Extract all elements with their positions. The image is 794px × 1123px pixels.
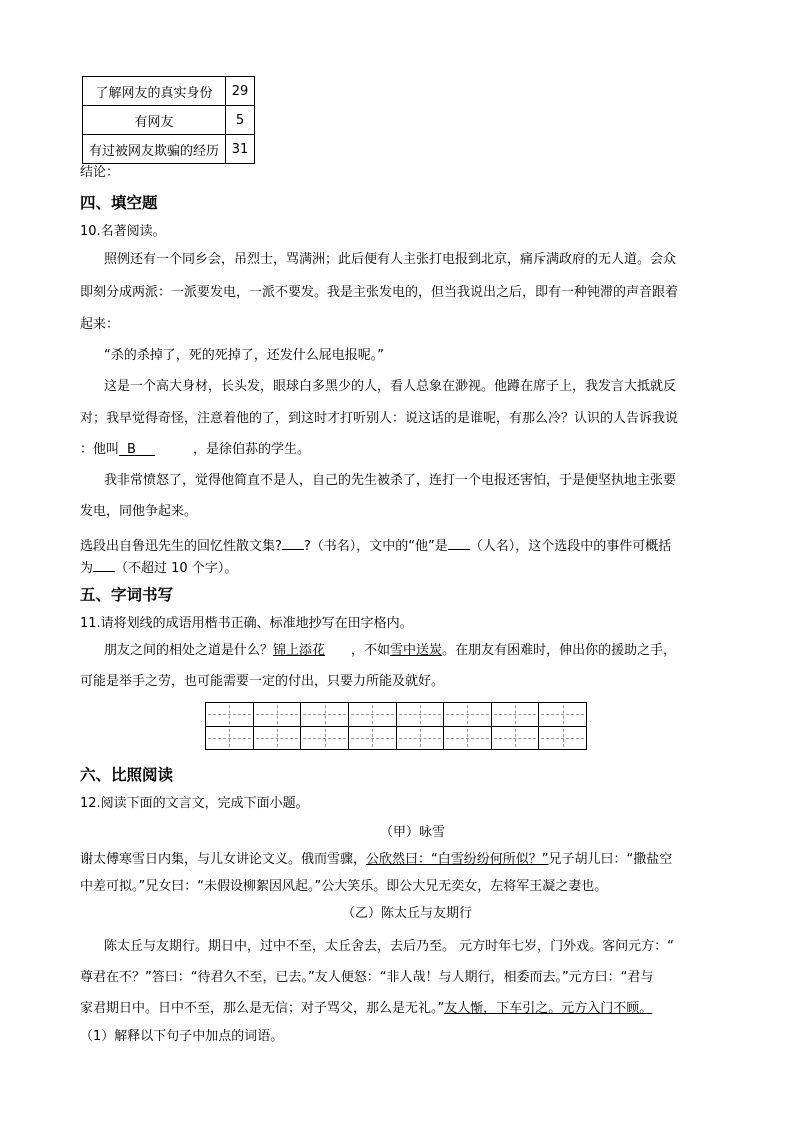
table-row — [83, 106, 255, 135]
table-row — [83, 77, 255, 106]
table-cell-label: 了解网友的真实身份 — [83, 77, 226, 106]
survey-table — [82, 76, 255, 164]
passage-line — [80, 1002, 652, 1015]
question-12: 12.阅读下面的文言文，完成下面小题。 — [80, 796, 309, 811]
section-heading-4: 四、填空题 — [80, 194, 158, 212]
grid-cell[interactable] — [206, 703, 254, 749]
question-prompt — [80, 536, 671, 553]
conclusion-label: 结论： — [80, 165, 120, 180]
passage-line: 陈太丘与友期行。期日中，过中不至，太丘舍去，去后乃至。 元方时年七岁，门外戏。客问元方：“ — [104, 939, 674, 954]
passage-text: ，是徐伯荪的学生。 — [193, 442, 311, 457]
passage-text: 兄子胡儿曰：“撒盐空 — [548, 852, 673, 867]
passage-line: 可能是举手之劳，也可能需要一定的付出，只要力所能及就好。 — [80, 674, 445, 689]
section-heading-5: 五、字词书写 — [80, 586, 174, 604]
prompt-text: 为 — [80, 561, 94, 576]
table-cell-value: 5 — [226, 106, 255, 135]
section-heading-6: 六、比照阅读 — [80, 766, 174, 784]
text-title-b: （乙）陈太丘与友期行 — [342, 906, 473, 921]
table-cell-value: 31 — [226, 135, 255, 164]
prompt-text: ?（书名），文中的“他”是 — [303, 539, 448, 554]
underlined-idiom: 锦上添花 — [273, 643, 326, 658]
passage-line: 照例还有一个同乡会，吊烈士，骂满洲；此后便有人主张打电报到北京，痛斥满政府的无人道。会众 — [104, 252, 677, 267]
grid-cell[interactable] — [397, 703, 445, 749]
table-cell-label: 有过被网友欺骗的经历 — [83, 135, 226, 164]
passage-line: 即刻分成两派：一派要发电，一派不要发。我是主张发电的，但当我说出之后，即有一种钝滞的声音跟着 — [80, 285, 679, 300]
underlined-sentence: 友人惭，下车引之。元方入门不顾。 — [444, 1001, 653, 1016]
passage-quote: “杀的杀掉了，死的死掉了，还发什么屁电报呢。” — [104, 348, 384, 363]
table-cell-value: 29 — [226, 77, 255, 106]
passage-text: ：他叫 — [80, 442, 120, 457]
grid-cell[interactable] — [254, 703, 302, 749]
passage-line: 对；我早觉得奇怪，注意着他的了，到这时才打听别人：说这话的是谁呢，有那么冷？认识的人告诉我说 — [80, 411, 679, 426]
passage-text: 家君期日中。日中不至，那么是无信；对子骂父，那么是无礼。” — [80, 1001, 445, 1016]
passage-text: ，不如 — [351, 643, 391, 658]
prompt-text: （人名），这个选段中的事件可概括 — [469, 539, 672, 554]
table-row — [83, 135, 255, 164]
passage-line — [80, 853, 672, 866]
passage-line: 这是一个高大身材，长头发，眼球白多黑少的人，看人总象在渺视。他蹲在席子上，我发言大抵就反 — [104, 379, 677, 394]
passage-line: 尊君在不？”答曰：“待君久不至，已去。”友人便怒：“非人哉！与人期行，相委而去。”元方曰：“君与 — [80, 970, 654, 985]
grid-cell[interactable] — [539, 703, 586, 749]
passage-line — [104, 644, 676, 657]
passage-line: 我非常愤怒了，觉得他简直不是人，自己的先生被杀了，连打一个电报还害怕，于是便坚执地主张要 — [104, 473, 677, 488]
underlined-sentence: 公欣然曰：“白雪纷纷何所似？” — [366, 852, 549, 867]
text-title-a: （甲）咏雪 — [380, 825, 446, 840]
grid-cell[interactable] — [301, 703, 349, 749]
answer-blank — [93, 558, 115, 572]
passage-text: 朋友之间的相处之道是什么？ — [104, 643, 274, 658]
prompt-text: 选段出自鲁迅先生的回忆性散文集? — [80, 539, 282, 554]
tianzige-grid[interactable] — [205, 702, 587, 750]
answer-blank: B — [119, 443, 155, 456]
passage-text: 谢太傅寒雪日内集，与儿女讲论文义。俄而雪骤， — [80, 852, 367, 867]
passage-line: 中差可拟。”兄女曰：“未假设柳絮因风起。”公大笑乐。即公大兄无奕女，左将军王凝之妻也。 — [80, 879, 608, 894]
passage-line — [80, 443, 310, 456]
question-11: 11.请将划线的成语用楷书正确、标准地抄写在田字格内。 — [80, 616, 413, 631]
question-prompt — [80, 558, 237, 575]
passage-line: 发电，同他争起来。 — [80, 504, 198, 519]
prompt-text: （不超过 10 个字）。 — [115, 561, 238, 576]
sub-question-1: （1）解释以下句子中加点的词语。 — [80, 1029, 284, 1044]
question-10: 10.名著阅读。 — [80, 224, 166, 239]
grid-cell[interactable] — [349, 703, 397, 749]
grid-cell[interactable] — [444, 703, 492, 749]
answer-blank — [282, 536, 304, 550]
grid-cell[interactable] — [492, 703, 540, 749]
passage-text: 。在朋友有困难时，伸出你的援助之手， — [442, 643, 677, 658]
answer-blank — [448, 536, 470, 550]
table-cell-label: 有网友 — [83, 106, 226, 135]
underlined-idiom: 雪中送炭 — [390, 643, 443, 658]
passage-line: 起来： — [80, 317, 120, 332]
